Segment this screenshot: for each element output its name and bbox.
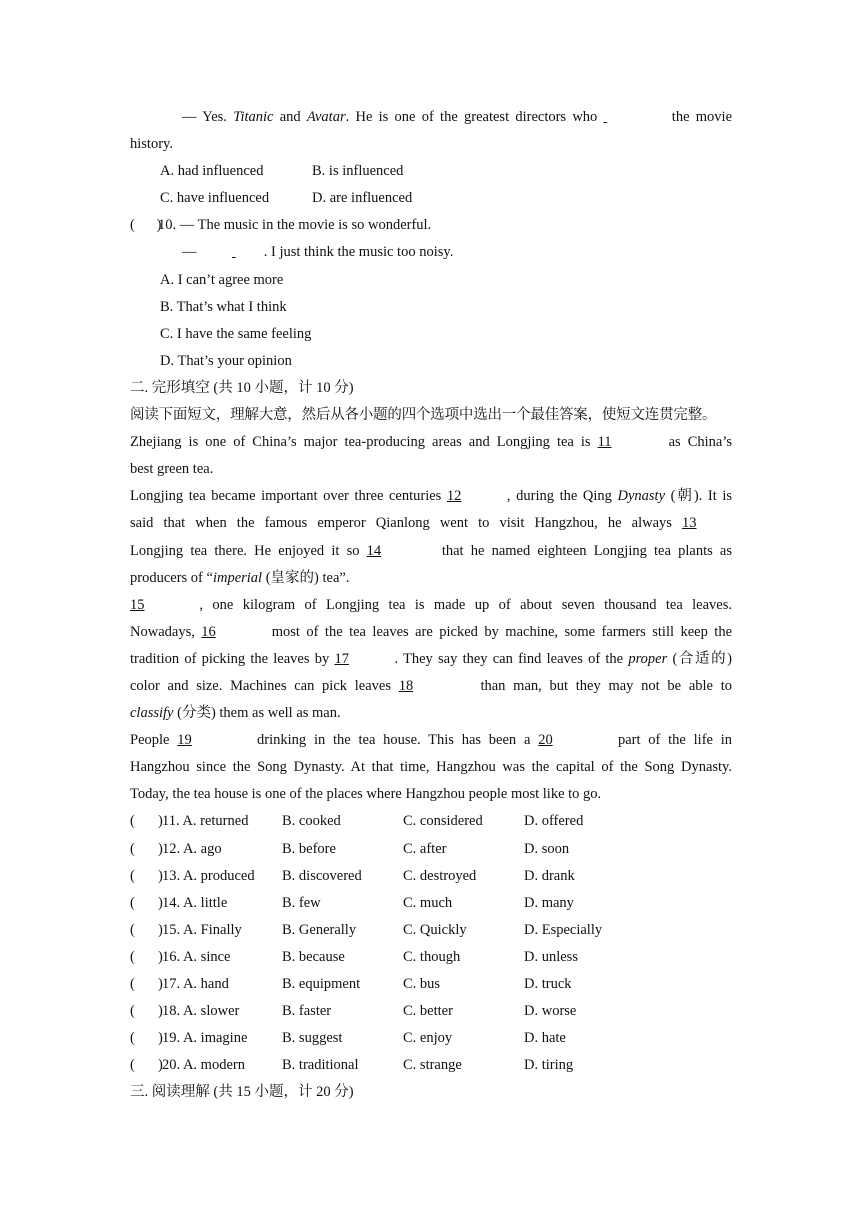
passage-text: tradition of picking the leaves by xyxy=(130,650,330,667)
passage-text: Longjing tea there. He enjoyed it so xyxy=(130,542,360,559)
answer-paren-open: ( xyxy=(130,921,135,938)
q9-cont: history. xyxy=(130,136,173,153)
blank-18: 18 xyxy=(398,677,414,694)
blank-14: 14 xyxy=(366,542,382,559)
answer-paren-open: ( xyxy=(130,867,135,884)
q9-text-a: . He is one of the greatest directors who xyxy=(345,109,598,125)
blank-12: 12 xyxy=(446,488,462,505)
q9-and: and xyxy=(273,109,307,125)
question-list xyxy=(130,808,732,1079)
option-a: 19. A. imagine xyxy=(162,1030,248,1047)
passage-text: (分类) them as well as man. xyxy=(173,705,341,722)
passage-text: color and size. Machines can pick leaves xyxy=(130,677,391,694)
option-c: C. Quickly xyxy=(403,921,467,938)
blank-17: 17 xyxy=(334,650,349,667)
passage-line-6 xyxy=(130,565,732,592)
option-c: C. better xyxy=(403,1003,453,1020)
q10-option-c: C. I have the same feeling xyxy=(160,325,312,342)
answer-paren-close: ) xyxy=(158,976,163,992)
option-b: B. suggest xyxy=(282,1030,343,1047)
question-row xyxy=(130,944,732,971)
q9-options-row-2 xyxy=(130,185,732,212)
q10-option-d: D. That’s your opinion xyxy=(160,352,292,369)
passage-text: (朝). It is xyxy=(665,488,733,505)
passage-text: part of the life in xyxy=(617,732,733,749)
passage-line-4 xyxy=(130,510,732,537)
answer-paren-close: ) xyxy=(158,1057,163,1074)
section2-heading: 二. 完形填空 (共 10 小题，计 10 分) xyxy=(130,379,354,396)
option-a: 14. A. little xyxy=(162,894,228,911)
q10-reply-line xyxy=(130,239,732,266)
passage-text: Zhejiang is one of China’s major tea-producing areas and Longjing tea is xyxy=(130,434,591,451)
option-b: B. few xyxy=(282,894,321,911)
q9-blank xyxy=(604,104,666,131)
answer-paren-open: ( xyxy=(130,1057,135,1074)
q10-blank xyxy=(204,239,264,266)
passage-text: Longjing tea became important over three centuries xyxy=(130,488,442,505)
section2-instruction: 阅读下面短文，理解大意，然后从各小题的四个选项中选出一个最佳答案，使短文连贯完整。 xyxy=(130,407,717,424)
passage-line-7 xyxy=(130,592,732,619)
q9-title-titanic: Titanic xyxy=(233,109,274,125)
option-c: C. considered xyxy=(403,813,483,830)
passage-italic: classify xyxy=(130,705,174,722)
passage-line-9 xyxy=(130,646,732,673)
passage-line-14: Today, the tea house is one of the places where Hangzhou people most like to go. xyxy=(130,786,602,803)
answer-paren-close: ) xyxy=(158,1003,163,1020)
exam-page xyxy=(130,104,732,1106)
option-c: C. though xyxy=(403,948,461,965)
option-d: D. tiring xyxy=(524,1057,574,1074)
q10-prompt: 10. — The music in the movie is so wonderful. xyxy=(158,217,432,234)
question-row xyxy=(130,998,732,1025)
q9-option-a: A. had influenced xyxy=(160,163,264,180)
passage-text: most of the tea leaves are picked by machine, some farmers still keep the xyxy=(271,623,733,640)
passage-text: than man, but they may not be able to xyxy=(480,677,732,694)
passage-text: that he named eighteen Longjing tea plants as xyxy=(441,542,732,559)
answer-paren-open: ( xyxy=(130,894,135,911)
q9-text-b: the movie xyxy=(671,109,733,125)
passage-text: (皇家的) tea”. xyxy=(262,569,350,586)
passage-text: . They say they can find leaves of the xyxy=(394,650,629,667)
passage-text: drinking in the tea house. This has been a xyxy=(257,732,531,749)
passage-text: , one kilogram of Longjing tea is made up of about seven thousand tea leaves. xyxy=(199,596,733,613)
q9-option-d: D. are influenced xyxy=(312,190,413,207)
passage-italic: imperial xyxy=(212,569,263,586)
passage-text: Nowadays, xyxy=(130,623,195,640)
question-row xyxy=(130,890,732,917)
option-a: 15. A. Finally xyxy=(162,921,242,938)
passage-line-3 xyxy=(130,483,732,510)
q10-reply-rest: . I just think the music too noisy. xyxy=(263,244,454,261)
q10-reply-dash: — xyxy=(182,244,197,261)
answer-paren-close: ) xyxy=(158,948,163,965)
option-b: B. traditional xyxy=(282,1057,359,1074)
passage-line-2: best green tea. xyxy=(130,461,214,478)
passage-line-10 xyxy=(130,673,732,700)
option-a: 12. A. ago xyxy=(162,840,222,857)
option-b: B. before xyxy=(282,840,336,857)
blank-11: 11 xyxy=(597,434,612,451)
passage-text: People xyxy=(130,732,170,749)
question-row xyxy=(130,1052,732,1079)
answer-paren-open: ( xyxy=(130,948,135,965)
option-b: B. cooked xyxy=(282,813,341,830)
answer-paren-close: ) xyxy=(158,813,163,830)
passage-line-11 xyxy=(130,700,732,727)
answer-paren-open: ( xyxy=(130,1003,135,1020)
option-c: C. bus xyxy=(403,976,441,992)
option-b: B. equipment xyxy=(282,976,361,992)
option-a: 11. A. returned xyxy=(162,813,249,830)
passage-italic: Dynasty xyxy=(617,488,665,505)
blank-16: 16 xyxy=(201,623,216,640)
option-d: D. Especially xyxy=(524,921,603,938)
option-d: D. hate xyxy=(524,1030,566,1047)
blank-19: 19 xyxy=(177,732,192,749)
option-d: D. truck xyxy=(524,976,572,992)
question-row xyxy=(130,863,732,890)
passage-text: (合适的) xyxy=(667,650,732,667)
option-a: 18. A. slower xyxy=(162,1003,240,1020)
section3-heading: 三. 阅读理解 (共 15 小题，计 20 分) xyxy=(130,1084,354,1101)
passage-text: , during the Qing xyxy=(506,488,618,505)
option-b: B. faster xyxy=(282,1003,332,1020)
passage-line-5 xyxy=(130,538,732,565)
answer-paren-open: ( xyxy=(130,976,135,992)
option-d: D. unless xyxy=(524,948,578,965)
option-d: D. drank xyxy=(524,867,575,884)
option-c: C. destroyed xyxy=(403,867,477,884)
answer-paren-close: ) xyxy=(158,921,163,938)
option-a: 13. A. produced xyxy=(162,867,255,884)
answer-paren-close: ) xyxy=(158,867,163,884)
answer-paren-close: ) xyxy=(158,840,163,857)
passage-italic: proper xyxy=(628,650,668,667)
question-row xyxy=(130,836,732,863)
passage-line-1 xyxy=(130,429,732,456)
option-c: C. enjoy xyxy=(403,1030,453,1047)
question-row xyxy=(130,808,732,835)
option-b: B. Generally xyxy=(282,921,357,938)
q10-option-a: A. I can’t agree more xyxy=(160,271,284,288)
option-d: D. soon xyxy=(524,840,570,857)
option-b: B. because xyxy=(282,948,345,965)
option-a: 20. A. modern xyxy=(162,1057,245,1074)
answer-paren-close: ) xyxy=(158,894,163,911)
option-d: D. many xyxy=(524,894,574,911)
passage-line-12 xyxy=(130,727,732,754)
q9-option-c: C. have influenced xyxy=(160,190,270,207)
q10-paren: ( ) xyxy=(130,217,162,234)
question-row xyxy=(130,917,732,944)
option-b: B. discovered xyxy=(282,867,362,884)
q9-option-b: B. is influenced xyxy=(312,163,404,180)
q9-options-row-1 xyxy=(130,158,732,185)
blank-13: 13 xyxy=(682,515,697,532)
passage-line-8 xyxy=(130,619,732,646)
option-c: C. much xyxy=(403,894,453,911)
answer-paren-open: ( xyxy=(130,1030,135,1047)
passage-text: said that when the famous emperor Qianlong went to visit Hangzhou, he always xyxy=(130,515,672,532)
q9-answer-prefix: — Yes. xyxy=(182,109,234,125)
q10-prompt-line xyxy=(130,212,732,239)
option-a: 16. A. since xyxy=(162,948,231,965)
option-d: D. offered xyxy=(524,813,584,830)
blank-15: 15 xyxy=(130,596,145,613)
q10-option-b: B. That’s what I think xyxy=(160,298,287,315)
answer-paren-close: ) xyxy=(158,1030,163,1047)
passage-text: as China’s xyxy=(668,434,733,451)
passage-text: producers of “ xyxy=(130,569,213,586)
q9-title-avatar: Avatar xyxy=(306,109,346,125)
option-d: D. worse xyxy=(524,1003,577,1020)
question-row xyxy=(130,1025,732,1052)
option-a: 17. A. hand xyxy=(162,976,229,992)
option-c: C. strange xyxy=(403,1057,462,1074)
q9-answer-line xyxy=(130,104,732,131)
answer-paren-open: ( xyxy=(130,813,135,830)
passage-line-13: Hangzhou since the Song Dynasty. At that time, Hangzhou was the capital of the Song Dynasty. xyxy=(130,759,732,776)
option-c: C. after xyxy=(403,840,447,857)
answer-paren-open: ( xyxy=(130,840,135,857)
blank-20: 20 xyxy=(538,732,553,749)
question-row xyxy=(130,971,732,998)
